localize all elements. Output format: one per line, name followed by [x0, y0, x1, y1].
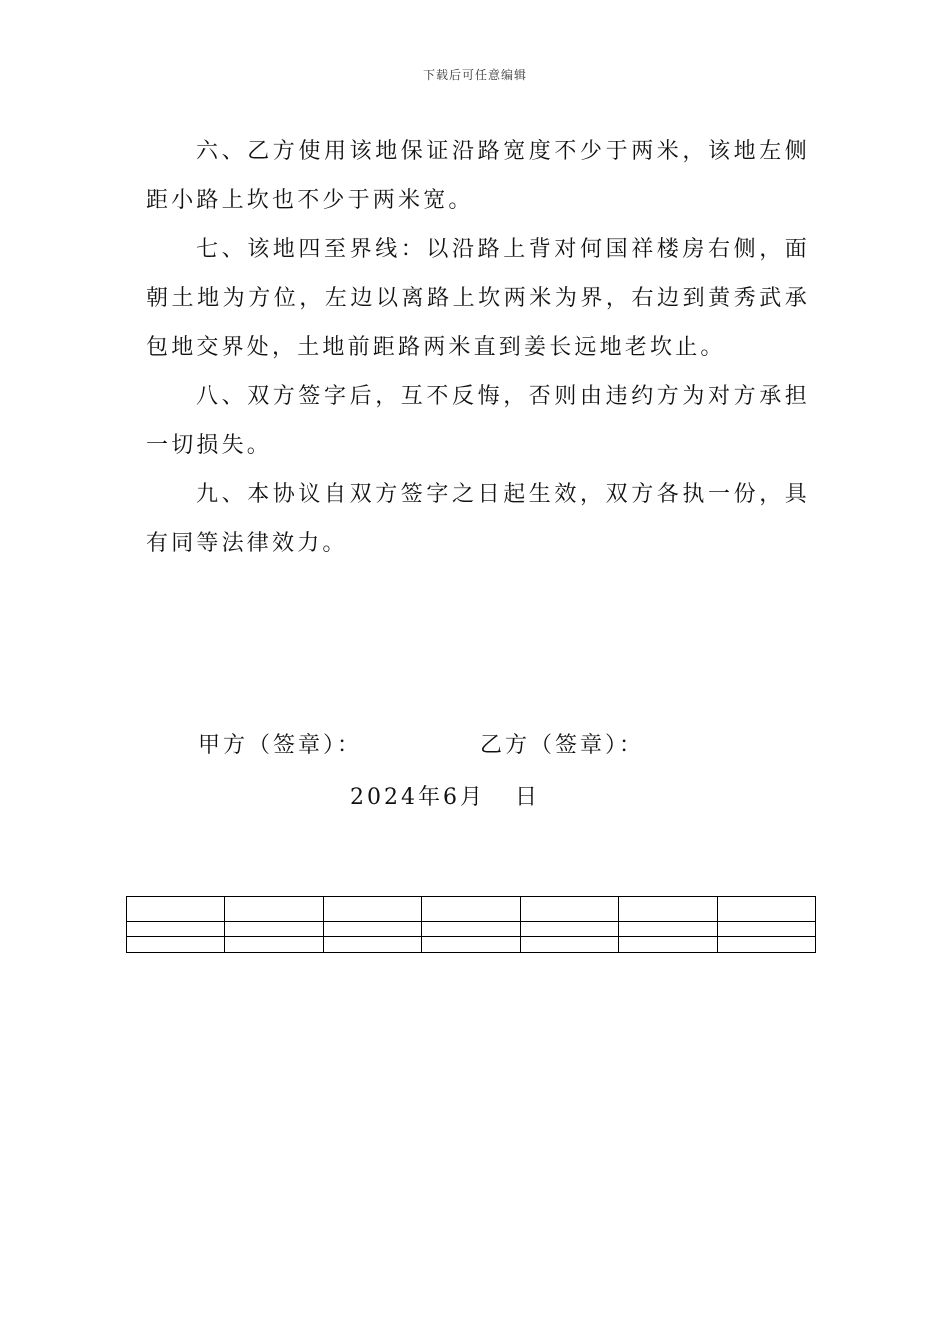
blank-table [126, 896, 816, 953]
table-cell [619, 937, 717, 953]
clause-9: 九、本协议自双方签字之日起生效，双方各执一份，具有同等法律效力。 [146, 482, 810, 556]
signing-date: 2024年6月 日 [350, 785, 540, 810]
table-cell [127, 897, 225, 922]
table-cell [225, 897, 323, 922]
table-cell [717, 937, 815, 953]
party-a-signature: 甲方（签章）： [198, 733, 363, 758]
clause-8: 八、双方签字后，互不反悔，否则由违约方为对方承担一切损失。 [146, 384, 810, 458]
table-cell [520, 922, 618, 937]
clause-7: 七、该地四至界线：以沿路上背对何国祥楼房右侧，面朝土地为方位，左边以离路上坎两米为界，右边到黄秀武承包地交界处，土地前距路两米直到姜长远地老坎止。 [146, 237, 810, 360]
table-cell [225, 937, 323, 953]
table-cell [619, 922, 717, 937]
party-b-signature: 乙方（签章）： [480, 733, 645, 758]
table-row [127, 922, 816, 937]
table-row [127, 937, 816, 953]
table-cell [422, 922, 520, 937]
header-note: 下载后可任意编辑 [422, 68, 527, 82]
table-cell [520, 897, 618, 922]
table-cell [323, 937, 421, 953]
clause-6: 六、乙方使用该地保证沿路宽度不少于两米，该地左侧距小路上坎也不少于两米宽。 [146, 139, 810, 213]
table-cell [422, 937, 520, 953]
table-cell [717, 897, 815, 922]
table-cell [520, 937, 618, 953]
table-cell [619, 897, 717, 922]
table-cell [323, 922, 421, 937]
table-cell [225, 922, 323, 937]
table-cell [717, 922, 815, 937]
table-cell [127, 922, 225, 937]
table-row [127, 897, 816, 922]
table-cell [127, 937, 225, 953]
table-cell [422, 897, 520, 922]
table-cell [323, 897, 421, 922]
